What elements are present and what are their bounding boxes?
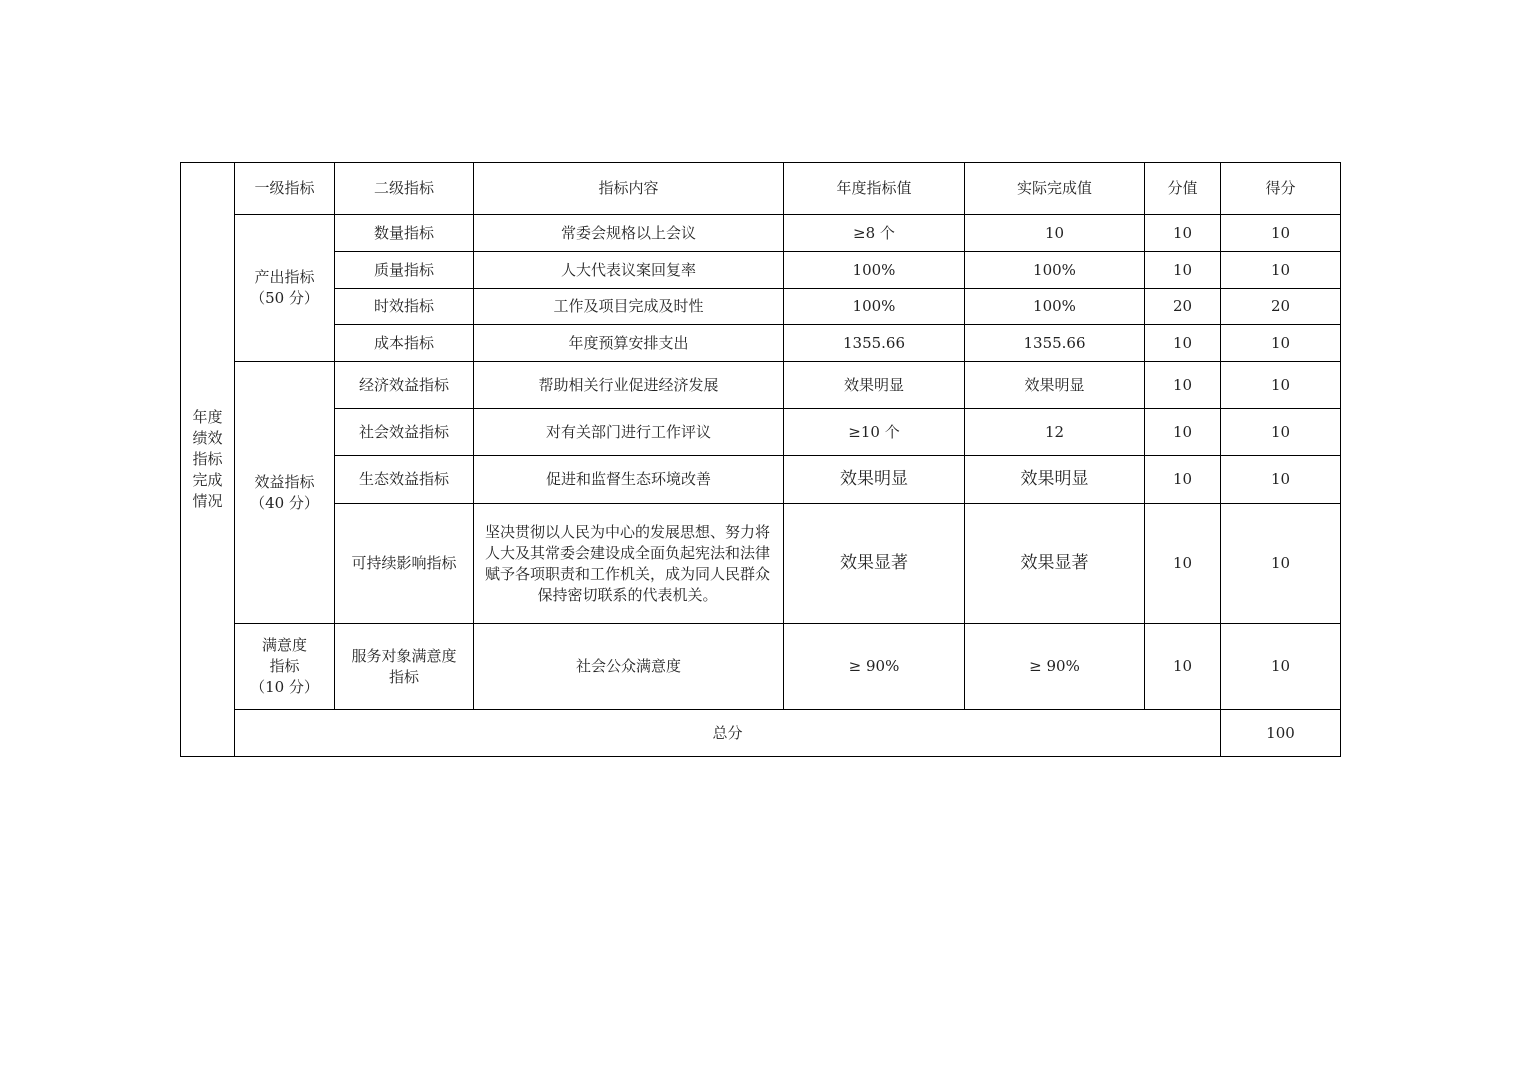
score: 10 [1221,409,1341,456]
weight: 10 [1145,215,1221,252]
actual-value: 效果明显 [965,362,1145,409]
annual-target: 100% [784,252,965,289]
actual-value: ≥ 90% [965,624,1145,710]
actual-value: 1355.66 [965,325,1145,362]
annual-target: 1355.66 [784,325,965,362]
secondary-indicator: 时效指标 [335,289,474,325]
header-secondary-indicator: 二级指标 [335,163,474,215]
secondary-indicator: 可持续影响指标 [335,504,474,624]
weight: 10 [1145,252,1221,289]
annual-target: ≥10 个 [784,409,965,456]
weight: 10 [1145,409,1221,456]
score: 10 [1221,456,1341,504]
score: 10 [1221,325,1341,362]
group-output-title: 产出指标 [254,268,315,286]
secondary-indicator [335,624,474,710]
annual-target: 效果显著 [784,504,965,624]
score: 10 [1221,624,1341,710]
weight: 10 [1145,504,1221,624]
header-score: 得分 [1221,163,1341,215]
group-satisfaction-title: 满意度 [261,636,307,654]
section-label: 年度绩效指标完成情况 [192,408,223,510]
table-row [181,456,1341,504]
actual-value: 效果明显 [965,456,1145,504]
secondary-indicator: 数量指标 [335,215,474,252]
header-actual-value: 实际完成值 [965,163,1145,215]
indicator-content: 社会公众满意度 [474,624,784,710]
indicator-content: 对有关部门进行工作评议 [474,409,784,456]
annual-target: ≥ 90% [784,624,965,710]
annual-target: 100% [784,289,965,325]
total-label: 总分 [235,710,1221,757]
header-weight: 分值 [1145,163,1221,215]
secondary-indicator: 成本指标 [335,325,474,362]
table-row [181,252,1341,289]
table-row [181,624,1341,710]
indicator-content: 常委会规格以上会议 [474,215,784,252]
actual-value: 100% [965,252,1145,289]
header-indicator-content: 指标内容 [474,163,784,215]
secondary-indicator: 质量指标 [335,252,474,289]
group-benefit-points: （40 分） [250,493,319,512]
group-benefit [235,362,335,624]
table-row [181,409,1341,456]
secondary-indicator-line2: 指标 [388,667,419,686]
group-satisfaction [235,624,335,710]
annual-target: 效果明显 [784,362,965,409]
indicator-content: 工作及项目完成及时性 [474,289,784,325]
group-satisfaction-title-2: 指标 [269,657,300,675]
group-output-points: （50 分） [250,289,319,307]
weight: 10 [1145,456,1221,504]
score: 10 [1221,252,1341,289]
secondary-indicator: 生态效益指标 [335,456,474,504]
weight: 10 [1145,624,1221,710]
actual-value: 效果显著 [965,504,1145,624]
table-row [181,325,1341,362]
weight: 10 [1145,362,1221,409]
score: 10 [1221,362,1341,409]
score: 10 [1221,215,1341,252]
group-benefit-title: 效益指标 [254,472,315,491]
annual-target: 效果明显 [784,456,965,504]
actual-value: 10 [965,215,1145,252]
header-row [181,163,1341,215]
secondary-indicator: 经济效益指标 [335,362,474,409]
secondary-indicator-line1: 服务对象满意度 [351,646,457,665]
weight: 20 [1145,289,1221,325]
indicator-content: 帮助相关行业促进经济发展 [474,362,784,409]
actual-value: 100% [965,289,1145,325]
table-row [181,362,1341,409]
indicator-content: 人大代表议案回复率 [474,252,784,289]
score: 10 [1221,504,1341,624]
group-satisfaction-points: （10 分） [250,678,319,696]
header-annual-target: 年度指标值 [784,163,965,215]
group-output [235,215,335,362]
weight: 10 [1145,325,1221,362]
indicator-content: 促进和监督生态环境改善 [474,456,784,504]
secondary-indicator: 社会效益指标 [335,409,474,456]
table-row [181,289,1341,325]
indicator-content: 坚决贯彻以人民为中心的发展思想、努力将人大及其常委会建设成全面负起宪法和法律赋予各项职责和工作机关，成为同人民群众保持密切联系的代表机关。 [474,504,784,624]
table-row [181,504,1341,624]
indicator-content: 年度预算安排支出 [474,325,784,362]
table-row [181,215,1341,252]
performance-table [180,162,1341,757]
annual-target: ≥8 个 [784,215,965,252]
score: 20 [1221,289,1341,325]
header-primary-indicator: 一级指标 [235,163,335,215]
section-label-cell [181,163,235,757]
actual-value: 12 [965,409,1145,456]
total-row [181,710,1341,757]
total-weight: 100 [1221,710,1341,757]
